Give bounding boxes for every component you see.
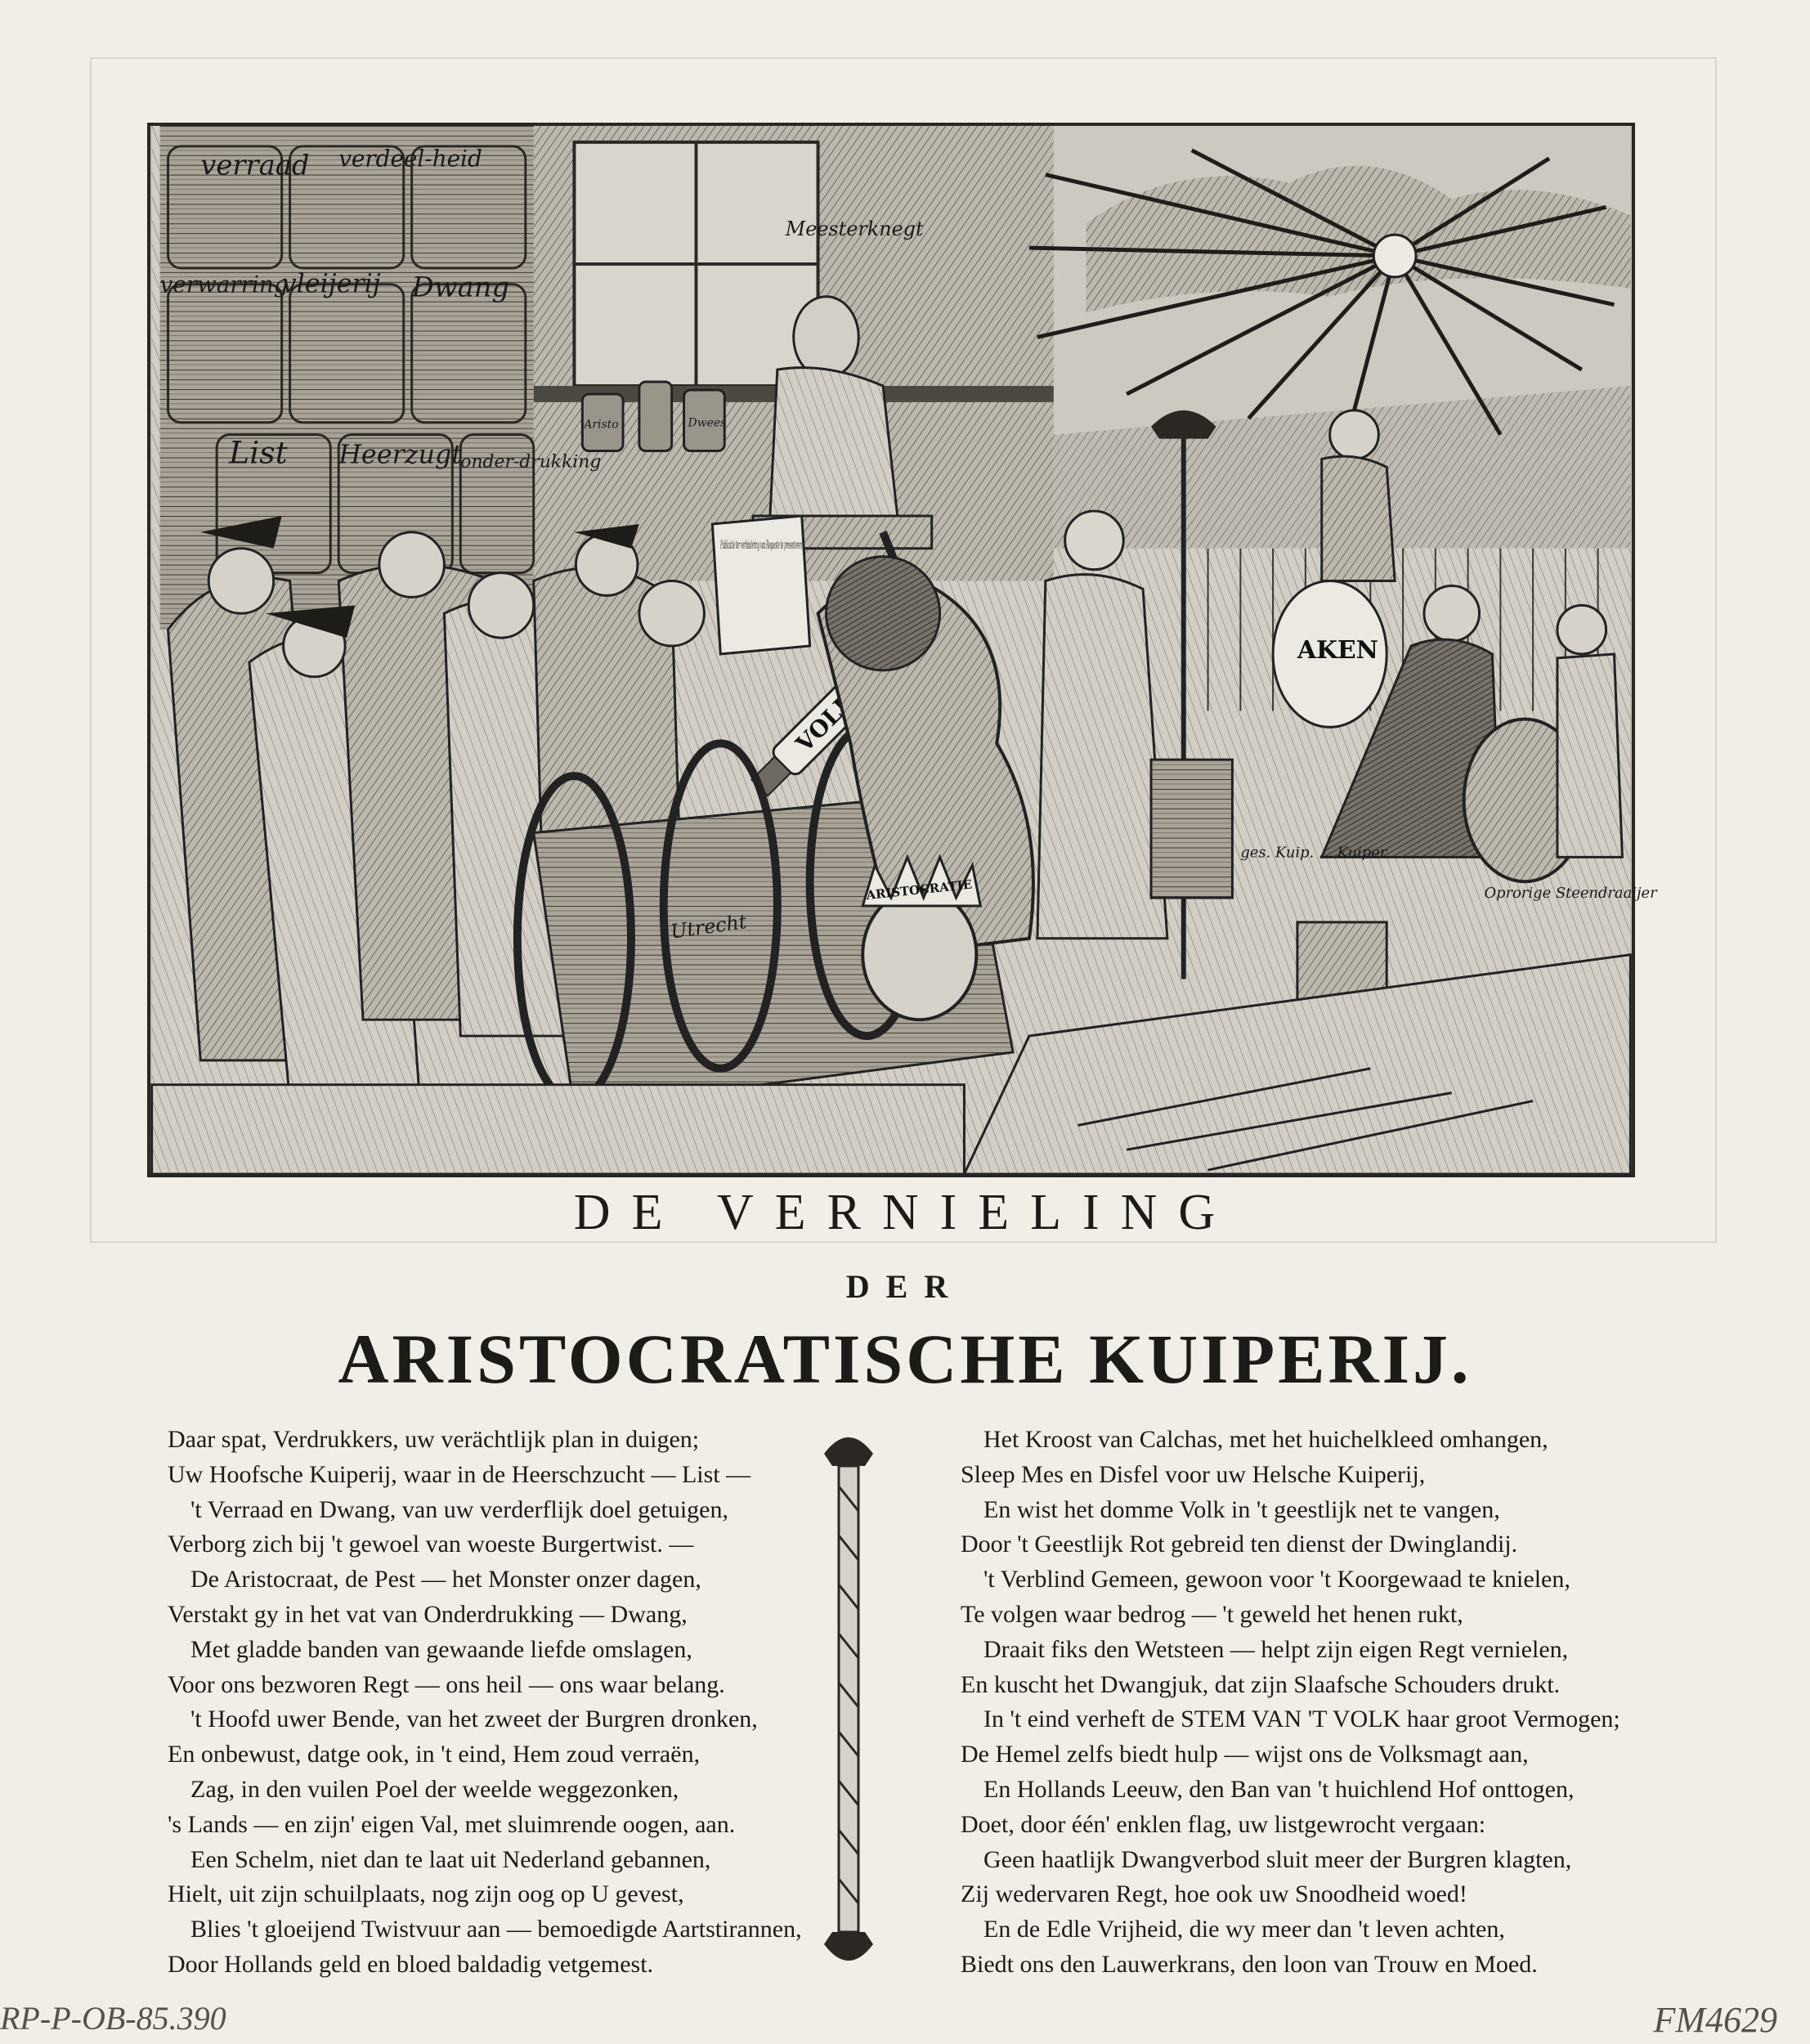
poem-line: Te volgen waar bedrog — 't geweld het henen rukt,	[961, 1600, 1463, 1628]
collection-mark: FM4629	[1653, 2000, 1777, 2040]
poem-line: Uw Hoofsche Kuiperij, waar in de Heerschzucht — List —	[168, 1460, 751, 1488]
title-line-1: DE VERNIELING	[573, 1185, 1237, 1240]
inventory-number: RP-P-OB-85.390	[0, 2000, 226, 2037]
poem-line: En wist het domme Volk in 't geestlijk net te vangen,	[983, 1495, 1500, 1523]
barrel-label-2: verdeel-heid	[338, 145, 482, 173]
barrel-label-8: onder-drukking	[460, 451, 602, 473]
poem-line: En de Edle Vrijheid, die wy meer dan 't leven achten,	[983, 1916, 1505, 1943]
poem-line: 't Verblind Gemeen, gewoon voor 't Koorgewaad te knielen,	[983, 1566, 1570, 1594]
barrel-label-6: List	[229, 434, 288, 471]
poem-line: Door 't Geestlijk Rot gebreid ten dienst der Dwinglandij.	[961, 1531, 1518, 1558]
poem-line: Doet, door één' enklen flag, uw listgewrocht vergaan:	[961, 1810, 1486, 1838]
poem-line: In 't eind verheft de STEM VAN 'T VOLK haar groot Vermogen;	[983, 1706, 1620, 1733]
poem-line: Daar spat, Verdrukkers, uw verächtlijk plan in duigen;	[168, 1426, 700, 1453]
poem-line: 't Hoofd uwer Bende, van het zweet der Burgren dronken,	[190, 1706, 758, 1733]
poem-line: Verstakt gy in het vat van Onderdrukking — Dwang,	[168, 1600, 688, 1628]
barrel-stave-label: Utrecht	[669, 910, 749, 944]
aken-label: AKEN	[1297, 635, 1378, 665]
small-tub	[1151, 760, 1232, 898]
barrel-label-5: Dwang	[411, 271, 510, 303]
barrel-label-1: verraad	[200, 149, 310, 182]
tool-label-right: Oprorige Steendraaijer	[1484, 885, 1657, 903]
barrel-label-7: Heerzugt	[338, 439, 463, 470]
publication-paper	[712, 516, 809, 654]
poem-line: Met gladde banden van gewaande liefde omslagen,	[190, 1635, 692, 1663]
poem-line: Verborg zich bij 't gewoel van woeste Burgertwist. —	[168, 1531, 694, 1558]
poem-line: 's Lands — en zijn' eigen Val, met sluimrende oogen, aan.	[168, 1810, 736, 1838]
paper-label: Publicatie ter verhindering van Requeste te presenteren	[720, 538, 802, 552]
poem-line: Zij wedervaren Regt, hoe ook uw Snoodheid woed!	[961, 1880, 1467, 1908]
tool-label-left: ges. Kuip. ... Kuiper	[1240, 844, 1387, 862]
poem-right-column	[961, 1423, 1680, 1983]
poem-line: Zag, in den vuilen Poel der weelde weggezonken,	[190, 1775, 679, 1803]
bottle-label-2: Dwees	[688, 416, 727, 430]
poem-line: Sleep Mes en Disfel voor uw Helsche Kuiperij,	[961, 1460, 1426, 1488]
poem-line: Biedt ons den Lauwerkrans, den loon van Trouw en Moed.	[961, 1950, 1538, 1978]
poem-line: De Aristocraat, de Pest — het Monster onzer dagen,	[190, 1566, 701, 1594]
crown-label: ARISTOCRATIE	[865, 876, 973, 903]
poem-line: 't Verraad en Dwang, van uw verderflijk doel getuigen,	[190, 1495, 728, 1523]
poem-line: En kuscht het Dwangjuk, dat zijn Slaafsche Schouders drukt.	[961, 1670, 1561, 1698]
poem-line: Hielt, uit zijn schuilplaats, nog zijn oog op U gevest,	[168, 1880, 684, 1908]
poem-line: Blies 't gloeijend Twistvuur aan — bemoedigde Aartstirannen,	[190, 1916, 802, 1943]
poem-line: Draait fiks den Wetsteen — helpt zijn eigen Regt vernielen,	[983, 1635, 1569, 1663]
drinker-label: Meesterknegt	[785, 217, 924, 241]
engraving-illustration	[147, 123, 1657, 1177]
title-line-2: DER	[845, 1268, 965, 1305]
barrel-label-3: verwarring	[159, 271, 289, 298]
poem-line: De Hemel zelfs biedt hulp — wijst ons de Volksmagt aan,	[961, 1741, 1529, 1768]
barrel-label-4: vleijerij	[281, 268, 381, 299]
poem-line: En onbewust, datge ook, in 't eind, Hem zoud verraën,	[168, 1741, 701, 1768]
poem-line: Geen haatlijk Dwangverbod sluit meer der Burgren klagten,	[983, 1845, 1572, 1873]
poem-line: Het Kroost van Calchas, met het huichelkleed omhangen,	[983, 1426, 1548, 1453]
ornamental-column	[816, 1421, 881, 1977]
poem-line: En Hollands Leeuw, den Ban van 't huichlend Hof onttogen,	[983, 1775, 1575, 1803]
title-line-3: ARISTOCRATISCHE KUIPERIJ.	[338, 1320, 1472, 1398]
bottle-label-1: Aristo	[584, 418, 619, 432]
poem-line: Door Hollands geld en bloed baldadig vetgemest.	[168, 1950, 654, 1978]
poem-left-column	[168, 1423, 846, 1983]
barrel-stack	[160, 126, 534, 630]
poem-line: Een Schelm, niet dan te laat uit Nederland gebannen,	[190, 1845, 711, 1873]
poem-line: Voor ons bezworen Regt — ons heil — ons waar belang.	[168, 1670, 725, 1698]
hand-in-sky	[1373, 235, 1416, 277]
